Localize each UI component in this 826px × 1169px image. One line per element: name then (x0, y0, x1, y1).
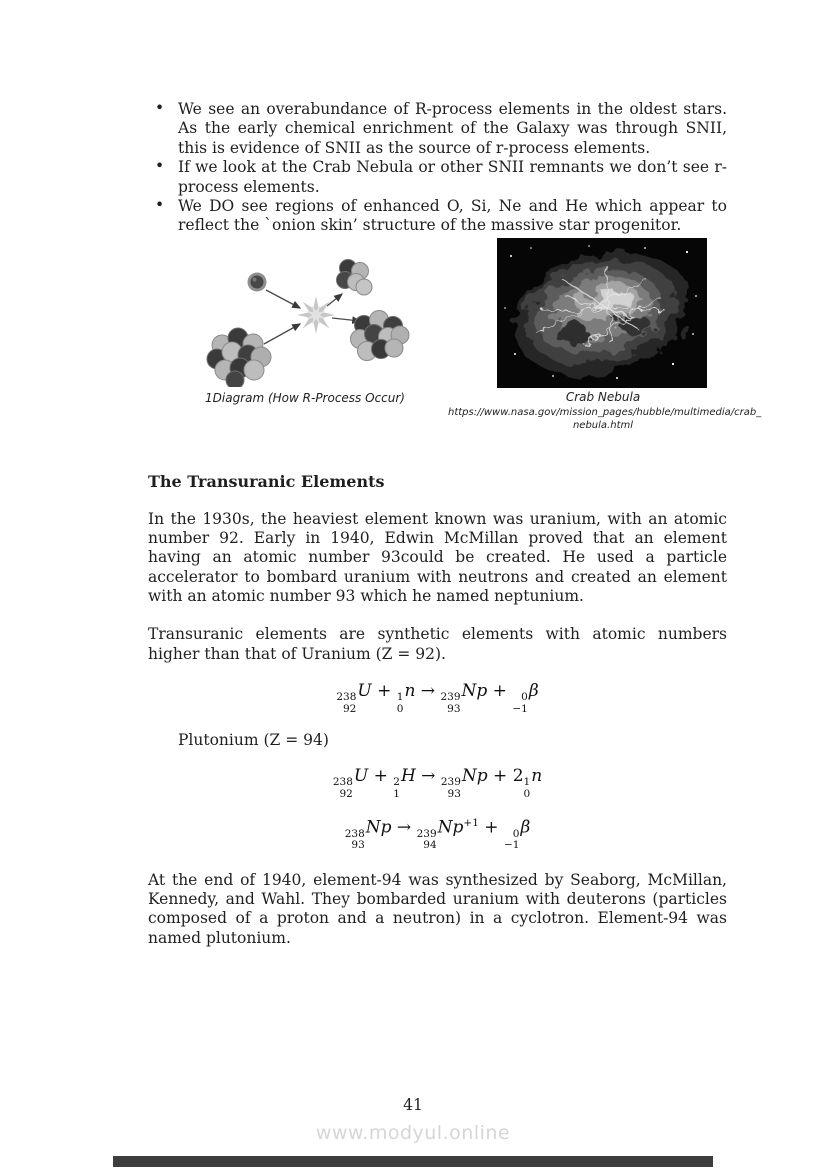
paragraph-history: In the 1930s, the heaviest element known was uranium, with an atomic number 92. Early in 1940, Edwin McMillan proved that an element having an atomic number 93could be created. He used a particle accelerator to bombard uranium with neutrons and created an element with an atomic number 93 which he named neptunium. (148, 509, 727, 606)
bullet-marker-icon: • (155, 99, 165, 117)
r-process-diagram-image (170, 250, 440, 387)
bullet-text: We DO see regions of enhanced O, Si, Ne and He which appear to reflect the `onion skin’ structure of the massive star progenitor. (178, 197, 727, 235)
footer-bar (113, 1156, 713, 1167)
bullet-text: We see an overabundance of R-process elements in the oldest stars. As the early chemical enrichment of the Galaxy was through SNII, this is evidence of SNII as the source of r-process elements. (178, 100, 727, 157)
section-heading: The Transuranic Elements (148, 471, 385, 491)
nebula-caption-url-line1: https://www.nasa.gov/mission_pages/hubble/multimedia/crab_ (448, 406, 762, 418)
nebula-caption-title: Crab Nebula (565, 389, 641, 404)
collision-starburst (297, 296, 335, 334)
bullet-item (148, 100, 727, 158)
page-content (148, 99, 762, 948)
watermark-text: www.modyul.online (315, 1122, 511, 1144)
paragraph-definition: Transuranic elements are synthetic elements with atomic numbers higher than that of Uranium (Z = 92). (148, 625, 727, 663)
nebula-caption (448, 389, 762, 432)
small-fragment-nucleus (337, 259, 373, 295)
large-nucleus-left (207, 328, 271, 387)
nebula-caption-url-line2: nebula.html (572, 419, 634, 431)
page-number: 41 (403, 1096, 423, 1114)
equation-neptunium: 238 92 U + 1 0 n → 239 93 Np + 0 −1 β (336, 680, 539, 715)
bullet-item (148, 158, 727, 197)
figure-row (148, 236, 762, 436)
bullet-list (148, 100, 727, 236)
equation-deuteron: 238 92 U + 2 1 H → 239 93 Np + 2 1 0 n (332, 765, 543, 800)
crab-nebula-image (497, 238, 707, 388)
bullet-marker-icon: • (155, 196, 165, 215)
large-nucleus-right (351, 310, 410, 360)
bullet-text: If we look at the Crab Nebula or other SNII remnants we don’t see r-process elements. (178, 158, 727, 196)
neutron-sphere (248, 272, 267, 291)
equation-beta-decay: 238 93 Np → 239 94 $Np^{+1}$ + 0 −1 β (344, 817, 531, 852)
plutonium-label: Plutonium (Z = 94) (178, 730, 329, 749)
paragraph-plutonium: At the end of 1940, element-94 was synthesized by Seaborg, McMillan, Kennedy, and Wahl. They bombarded uranium with deuterons (particles composed of a proton and a neutron) in a cyclotron. Element-94 was named plutonium. (148, 870, 727, 947)
bullet-marker-icon: • (155, 157, 165, 176)
bullet-item (148, 197, 727, 236)
diagram-caption: 1Diagram (How R-Process Occur) (205, 390, 405, 405)
